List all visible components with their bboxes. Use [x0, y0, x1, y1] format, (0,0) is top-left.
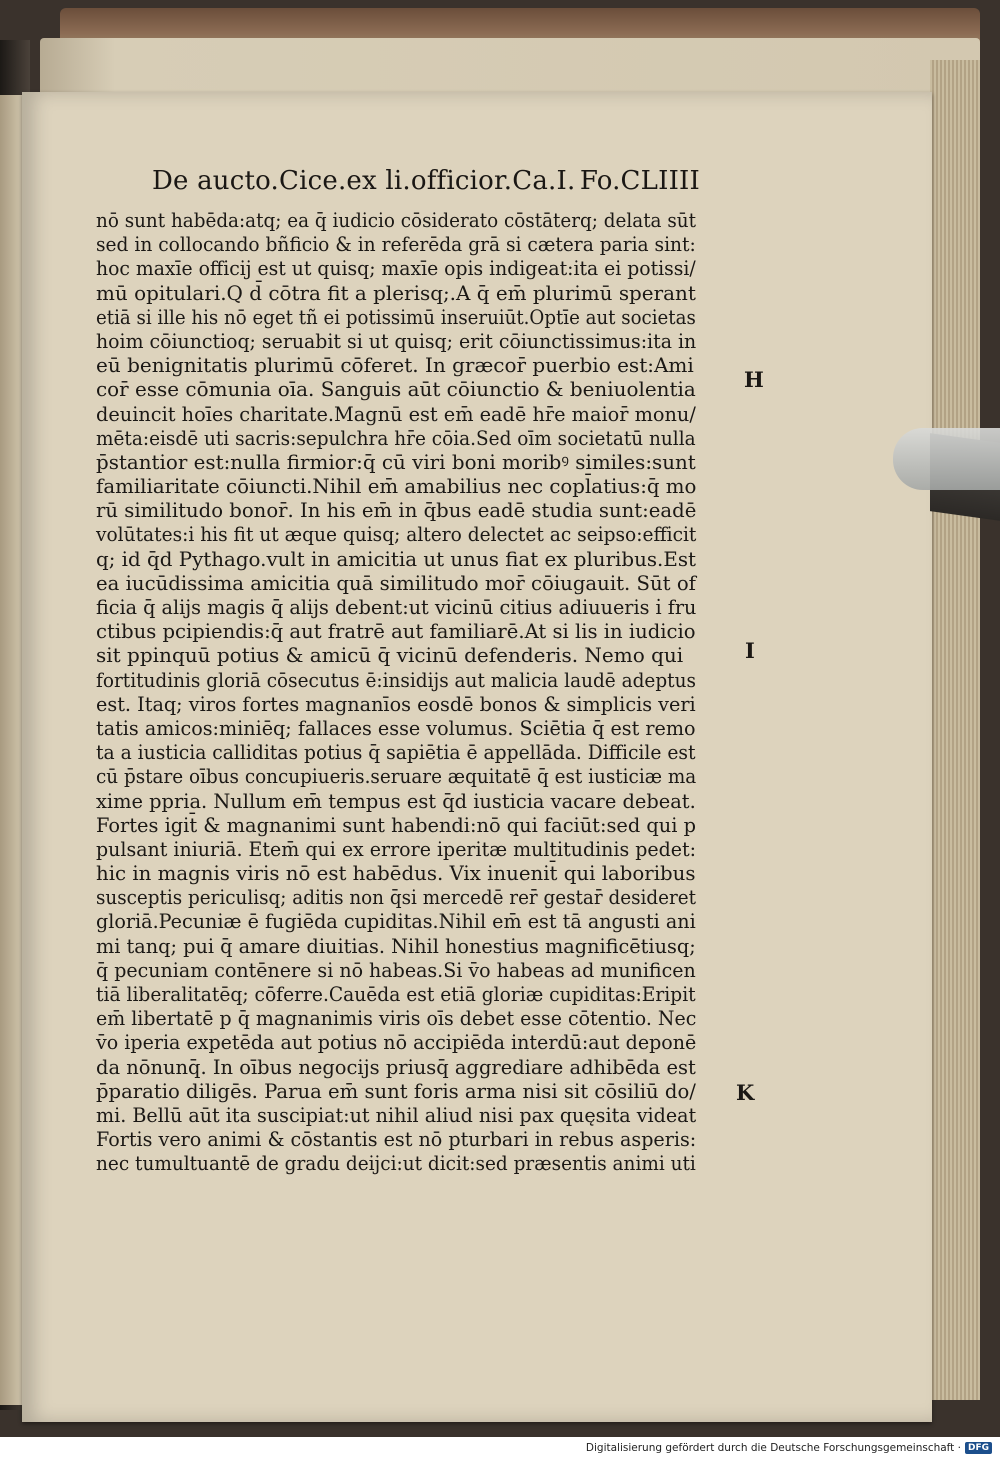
text-line: fortitudinis gloriā cōsecutus ē:insidijs aut malicia laudē adeptus: [96, 667, 696, 692]
text-line: mēta:eisdē uti sacris:sepulchra hr̄e cōia.Sed oīm societatū nulla: [96, 425, 696, 450]
text-line: ficia q̄ alijs magis q̄ alijs debent:ut vicinū citius adiuueris i̇ fru: [96, 595, 697, 619]
text-line: hic in magnis viris nō est habēdus. Vix inuenit̄ qui laboribus: [96, 861, 696, 886]
text-line: pulsant iniuriā. Etem̄ qui ex errore iperitæ multitudinis pedet:: [96, 836, 697, 861]
margin-letter-h: H: [744, 367, 764, 392]
text-line: sit ppinquū potius & amicū q̄ vicinū defenderis. Nemo qui: [96, 643, 684, 668]
text-line: ctibus pcipiendis:q̄ aut fratrē aut familiarē.At si lis in iudicio: [96, 619, 696, 644]
text-line: cor̄ esse cōmunia oīa. Sanguis aūt cōiunctio & beniuolentia: [96, 377, 696, 402]
text-line: q̄ pecuniam contēnere si nō habeas.Si v̄o habeas ad munificen: [96, 957, 696, 982]
text-line: hoim cōiunctioq; seruabit si ut quisq; erit cōiunctissimus:ita in: [96, 328, 697, 353]
text-line: mi tanq; pui q̄ amare diuitias. Nihil honestius magnificētiusq;: [96, 933, 696, 958]
running-head-title: De aucto.Cice.ex li.officior.Ca.I.: [152, 166, 576, 196]
text-line: ea iucūdissima amicitia quā similitudo mor̄ cōiugauit. Sūt of: [96, 570, 696, 595]
text-line: familiaritate cōiuncti.Nihil em̄ amabilius nec copl̄atius:q̄ mo: [96, 474, 697, 499]
folio-number: Fo.CLIIII: [579, 166, 700, 196]
text-line: mū opitulari.Q d̄ cōtra fit a plerisq;.A q̄ em̄ plurimū sperant: [96, 280, 696, 305]
text-line: hoc maxīe officij est ut quisq; maxīe opis indigeat:ita ei potissi/: [96, 256, 696, 281]
text-line: q; id q̄d Pythago.vult in amicitia ut unus fiat ex pluribus.Est: [96, 546, 696, 571]
text-line: xime ppria. Nullum em̄ tempus est q̄d iusticia vacare debeat.: [96, 788, 696, 813]
text-line: nō sunt habēda:atq; ea q̄ iudicio cōsiderato cōstāterq; delata sūt: [96, 208, 696, 232]
text-line: volūtates:i his fit ut æque quisq; altero delectet ac seipso:efficit: [96, 522, 697, 547]
text-line: est. Itaq; viros fortes magnanīos eosdē bonos & simplicis veri: [96, 691, 696, 716]
page-clip: [893, 428, 1000, 490]
text-line: mi. Bellū aūt ita suscipiat:ut nihil aliud nisi pax quęsita videat: [96, 1102, 697, 1127]
fore-edge: [930, 60, 980, 1400]
text-line: p̄stantior est:nulla firmior:q̄ cū viri boni moribꝰ similes:sunt: [96, 449, 696, 474]
text-line: tiā liberalitatēq; cōferre.Cauēda est etiā gloriæ cupiditas:Eripit: [96, 982, 696, 1006]
text-line: deuincit hoīes charitate.Magnū est em̄ eadē hr̄e maior̄ monu/: [96, 401, 696, 426]
text-line: p̄paratio diligēs. Parua em̄ sunt foris arma nisi sit cōsiliū do/: [96, 1078, 696, 1103]
text-line: em̄ libertatē p q̄ magnanimis viris oīs debet esse cōtentio. Nec: [96, 1006, 697, 1031]
digitization-footer: [0, 1437, 1000, 1459]
margin-letter-k: K: [736, 1080, 755, 1105]
margin-letter-i: I: [745, 638, 755, 663]
text-line: Fortis vero animi & cōstantis est nō pturbari in rebus asperis:: [96, 1127, 697, 1152]
text-line: rū similitudo bonor̄. In his em̄ in q̄bus eadē studia sunt:eadē: [96, 498, 697, 523]
text-line: da nōnunq̄. In oībus negocijs priusq̄ aggrediare adhibēda est: [96, 1054, 696, 1079]
text-line: tatis amicos:miniēq; fallaces esse volumus. Sciētia q̄ est remo: [96, 715, 696, 740]
text-line: eū benignitatis plurimū cōferet. In græcor̄ puerbio est:Ami: [96, 353, 694, 378]
text-line: cū p̄stare oībus concupiueris.seruare æquitatē q̄ est iusticiæ ma: [96, 764, 697, 789]
left-facing-page: [0, 95, 22, 1405]
dfg-logo: DFG: [965, 1442, 992, 1454]
footer-credit: Digitalisierung gefördert durch die Deutsche Forschungsgemeinschaft ·: [585, 1442, 961, 1454]
text-line: etiā si ille his nō eget tñ ei potissimū inseruiūt.Optīe aut societas: [96, 304, 696, 329]
text-line: nec tumultuantē de gradu deijci:ut dicit:sed præsentis animi uti: [96, 1151, 696, 1176]
text-line: v̄o iperia expetēda aut potius nō accipiēda interdū:aut deponē: [96, 1030, 697, 1055]
text-line: Fortes igit̄ & magnanimi sunt habendi:nō qui faciūt:sed qui p: [96, 812, 696, 837]
text-line: susceptis periculisq; aditis non q̄si mercedē rer̄ gestar̄ desideret: [96, 885, 696, 910]
text-line: gloriā.Pecuniæ ē fugiēda cupiditas.Nihil em̄ est tā angusti ani: [96, 909, 696, 934]
body-text: [96, 208, 696, 1176]
running-head: [152, 166, 700, 202]
text-line: sed in collocando bñficio & in referēda grā si cætera paria sint:: [96, 232, 696, 257]
text-line: ta a iusticia calliditas potius q̄ sapiētia ē appellāda. Difficile est: [96, 740, 696, 765]
